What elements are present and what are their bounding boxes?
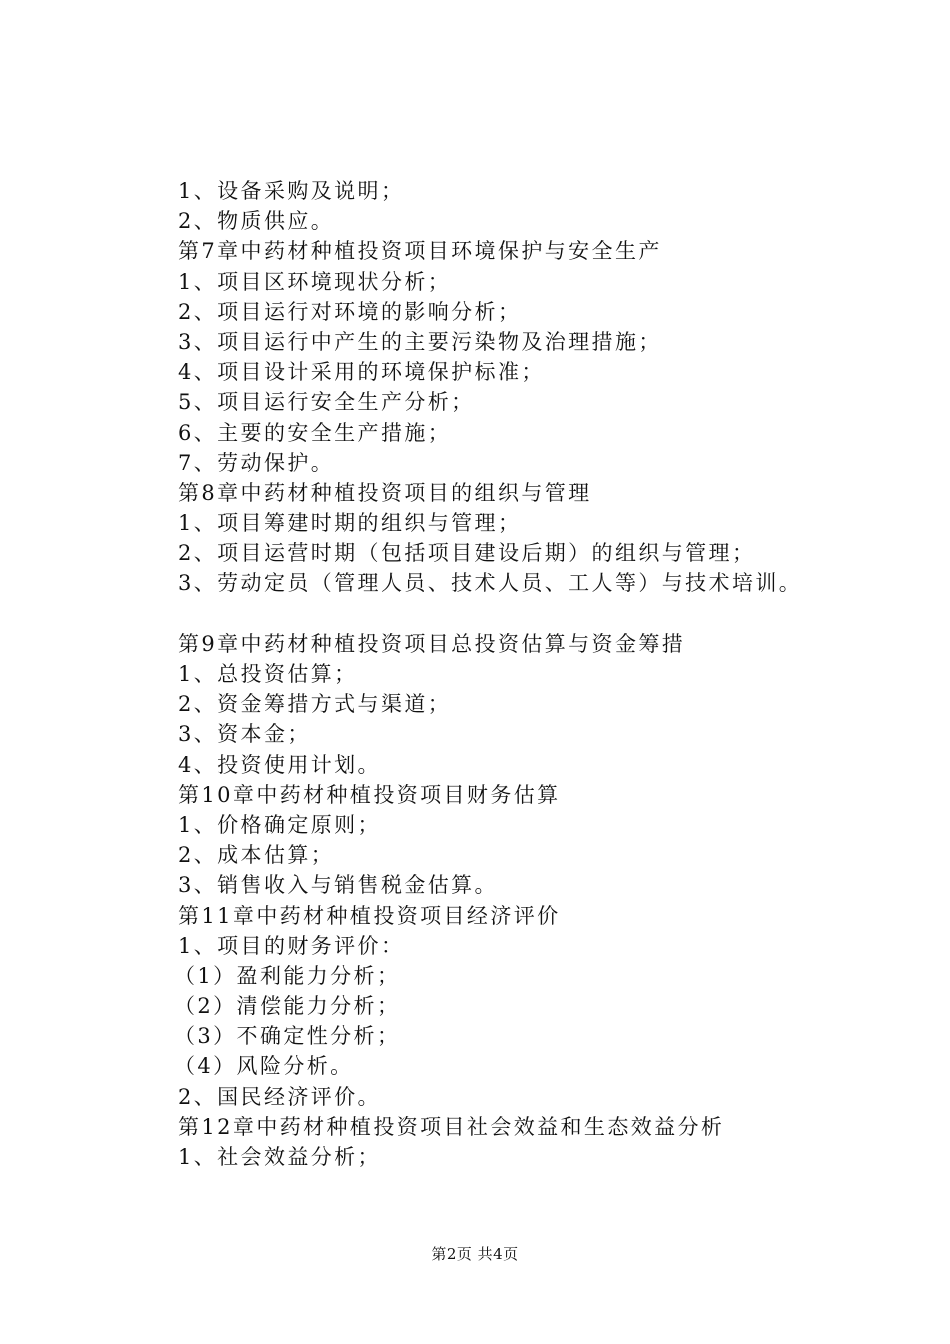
sub-list-item: （3）不确定性分析； [174,1024,401,1049]
list-item: 2、成本估算； [178,843,335,868]
list-item: 4、项目设计采用的环境保护标准； [178,360,545,385]
list-item: 7、劳动保护。 [178,450,335,475]
list-item: 4、投资使用计划。 [178,752,381,777]
chapter-heading: 第10章中药材种植投资项目财务估算 [178,782,561,807]
list-item: 1、价格确定原则； [178,812,381,837]
list-item: 1、项目的财务评价： [178,933,405,958]
list-item: 2、国民经济评价。 [178,1084,381,1109]
chapter-heading: 第12章中药材种植投资项目社会效益和生态效益分析 [178,1114,725,1139]
list-item: 6、主要的安全生产措施； [178,420,452,445]
chapter-heading: 第9章中药材种植投资项目总投资估算与资金筹措 [178,631,686,656]
list-item: 5、项目运行安全生产分析； [178,390,475,415]
document-body [174,176,918,1172]
list-item: 1、总投资估算； [178,662,358,686]
list-item: 1、项目筹建时期的组织与管理； [178,511,522,536]
list-item: 3、劳动定员（管理人员、技术人员、工人等）与技术培训。 [178,571,803,596]
chapter-heading: 第8章中药材种植投资项目的组织与管理 [178,480,592,505]
sub-list-item: （1）盈利能力分析； [174,963,401,988]
list-item: 1、设备采购及说明； [178,179,405,203]
chapter-heading: 第7章中药材种植投资项目环境保护与安全生产 [178,239,662,264]
list-item: 2、项目运营时期（包括项目建设后期）的组织与管理； [178,541,756,566]
list-item: 3、项目运行中产生的主要污染物及治理措施； [178,329,662,354]
list-item: 2、物质供应。 [178,209,335,234]
chapter-heading: 第11章中药材种植投资项目经济评价 [178,903,561,928]
sub-list-item: （2）清偿能力分析； [174,994,401,1019]
blank-line [178,599,918,629]
list-item: 3、销售收入与销售税金估算。 [178,873,498,898]
list-item: 3、资本金； [178,722,311,747]
sub-list-item: （4）风险分析。 [174,1054,354,1079]
list-item: 1、项目区环境现状分析； [178,269,452,294]
page-number-footer: 第2页 共4页 [431,1245,519,1263]
list-item: 2、项目运行对环境的影响分析； [178,299,522,324]
list-item: 1、社会效益分析； [178,1145,381,1169]
list-item: 2、资金筹措方式与渠道； [178,692,452,717]
